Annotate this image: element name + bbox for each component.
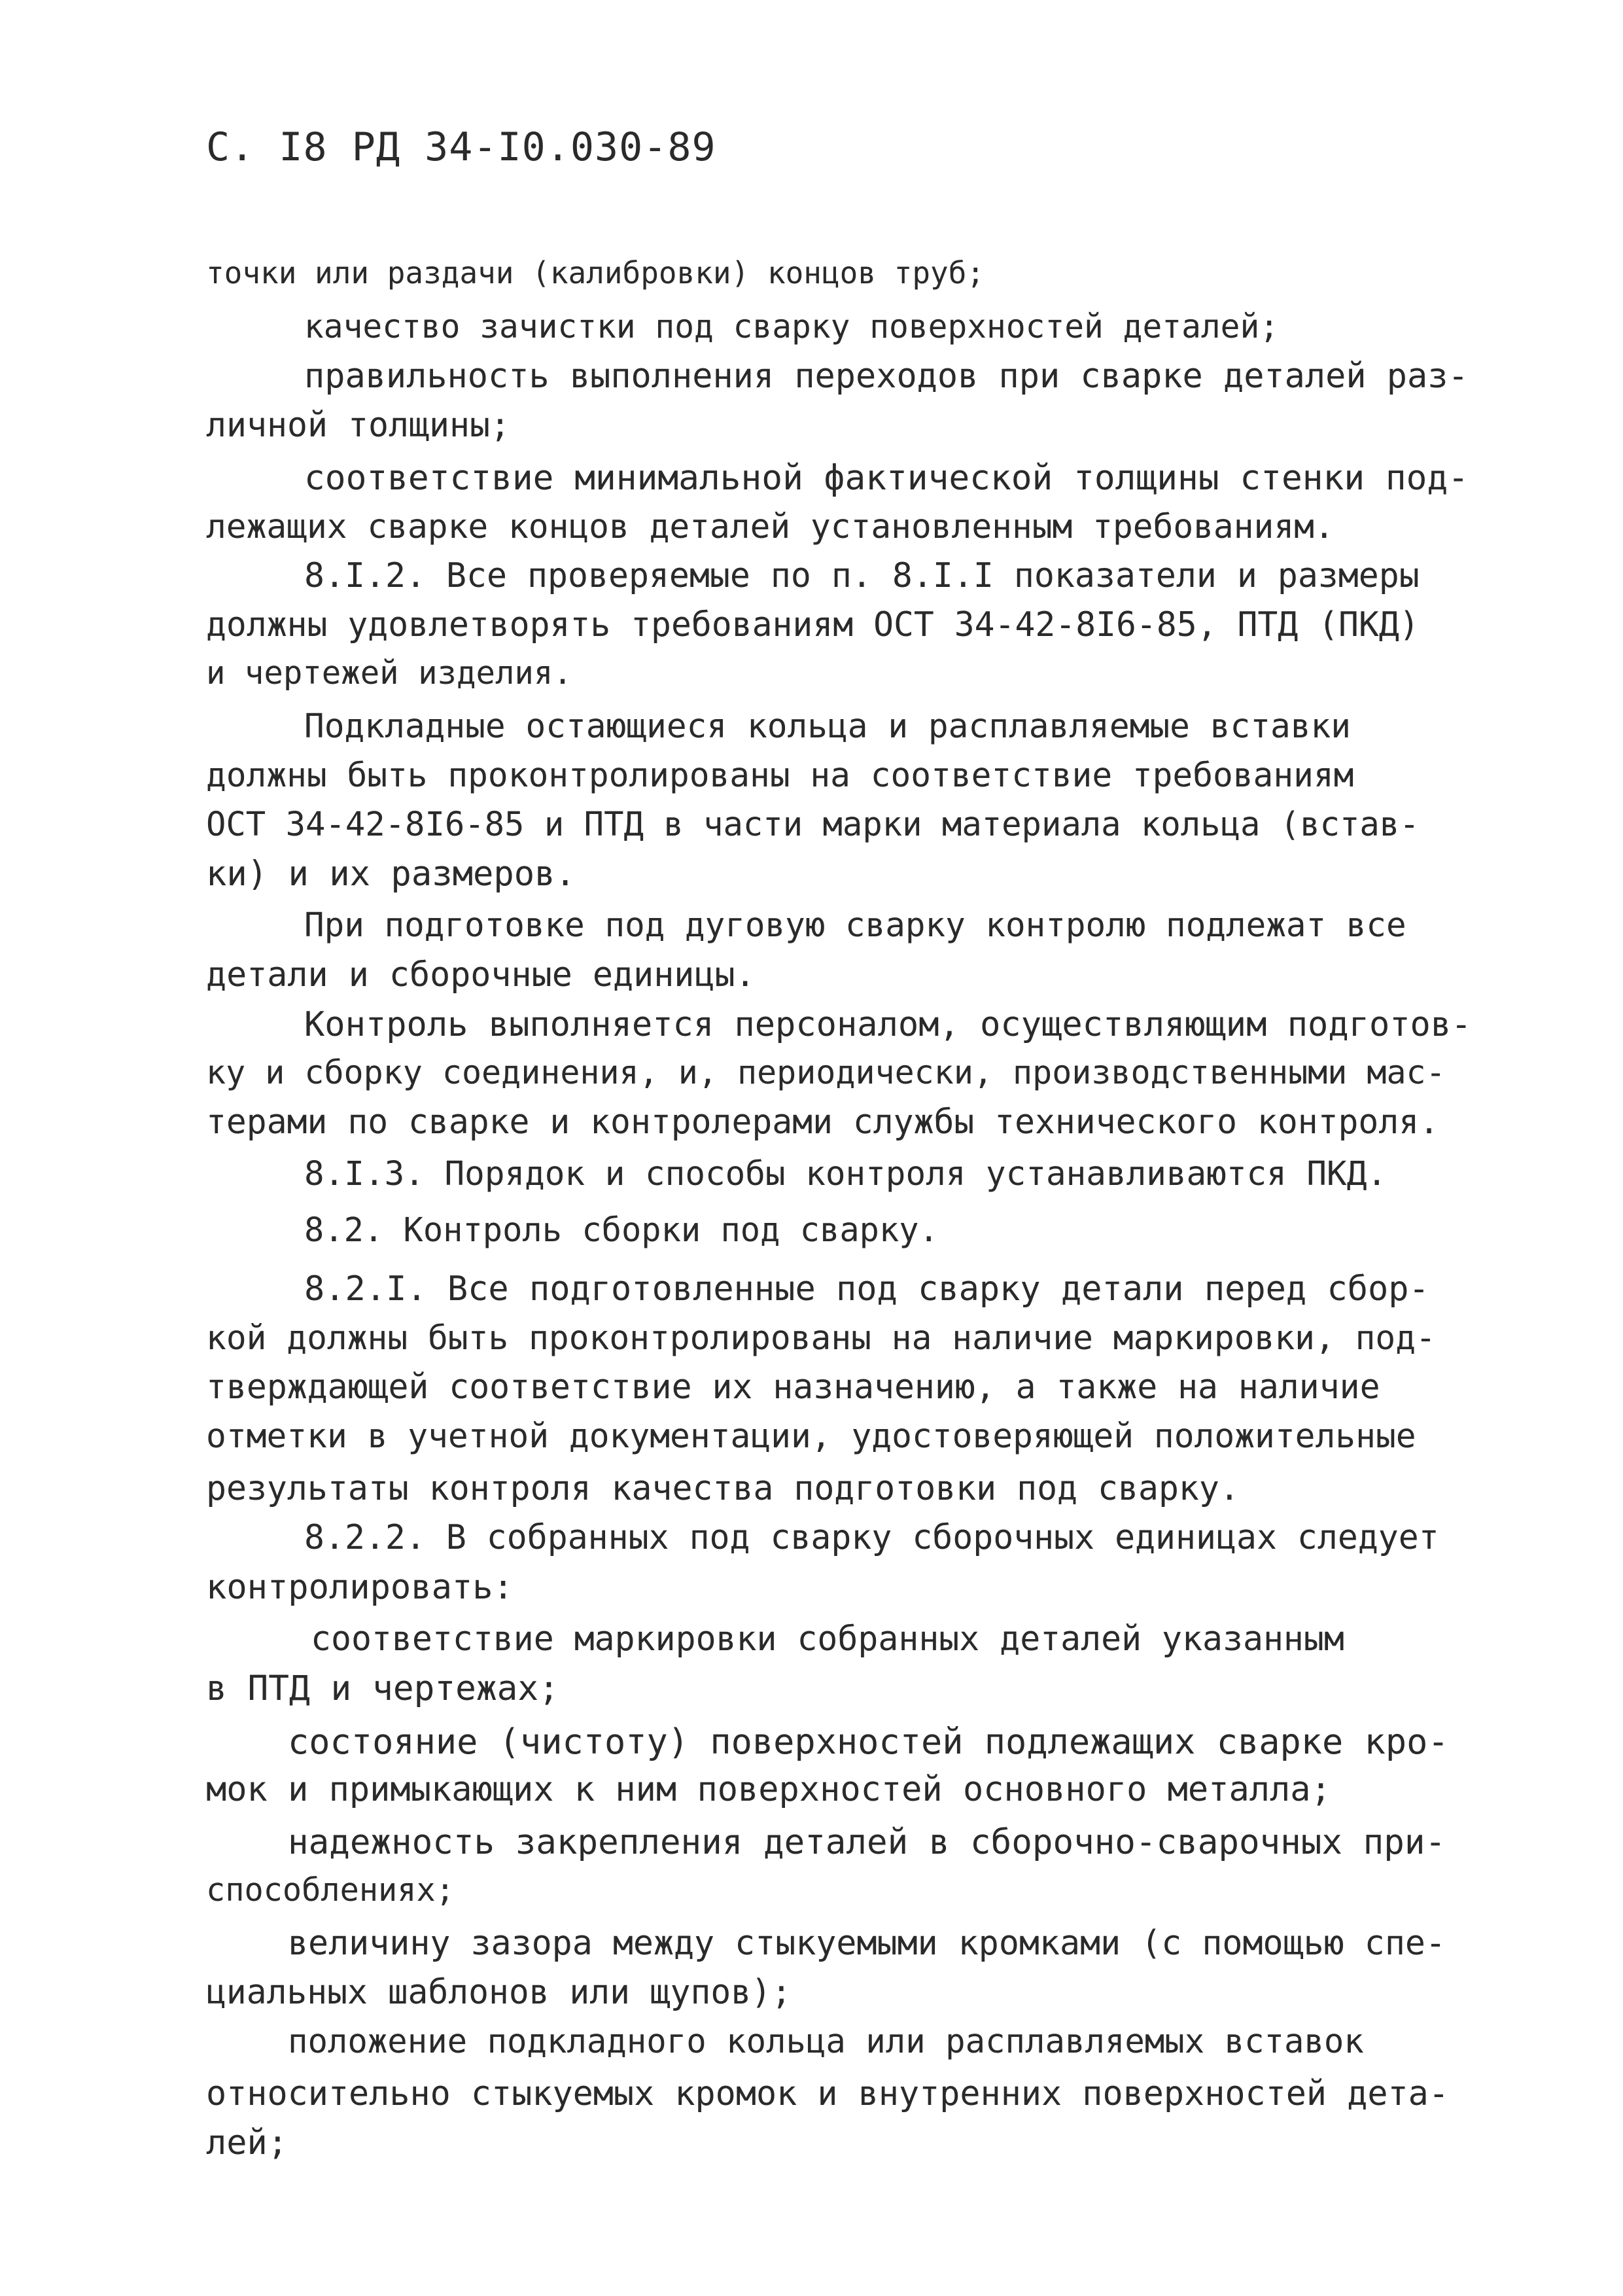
text-line: надежность закрепления деталей в сборочно-сварочных при- xyxy=(288,1822,1446,1862)
text-line: 8.2. Контроль сборки под сварку. xyxy=(304,1210,939,1249)
text-line: тверждающей соответствие их назначению, а также на наличие xyxy=(206,1368,1380,1407)
text-line: относительно стыкуемых кромок и внутренних поверхностей дета- xyxy=(206,2074,1449,2113)
text-line: мок и примыкающих к ним поверхностей основного металла; xyxy=(206,1770,1331,1809)
text-line: соответствие минимальной фактической толщины стенки под- xyxy=(304,458,1469,498)
text-line: положение подкладного кольца или расплавляемых вставок xyxy=(288,2022,1364,2060)
text-line: 8.I.3. Порядок и способы контроля устанавливаются ПКД. xyxy=(304,1155,1387,1193)
text-line: лей; xyxy=(206,2123,288,2163)
text-line: Контроль выполняется персоналом, осуществляющим подготов- xyxy=(304,1005,1472,1044)
text-line: терами по сварке и контролерами службы технического контроля. xyxy=(206,1103,1440,1142)
text-line: точки или раздачи (калибровки) концов труб; xyxy=(206,255,985,291)
text-line: циальных шаблонов или щупов); xyxy=(206,1973,792,2012)
text-line: правильность выполнения переходов при сварке деталей раз- xyxy=(304,357,1469,396)
text-line: лежащих сварке концов деталей установленным требованиям. xyxy=(206,508,1335,546)
text-line: должны удовлетворять требованиям ОСТ 34-42-8I6-85, ПТД (ПКД) xyxy=(206,605,1420,645)
text-line: 8.I.2. Все проверяемые по п. 8.I.I показатели и размеры xyxy=(304,556,1420,595)
text-line: и чертежей изделия. xyxy=(206,654,572,692)
text-line: качество зачистки под сварку поверхностей деталей; xyxy=(304,308,1280,345)
text-line: ку и сборку соединения, и, периодически, производственными мас- xyxy=(206,1053,1446,1091)
text-line: в ПТД и чертежах; xyxy=(206,1669,559,1708)
text-line: состояние (чистоту) поверхностей подлежащих сварке кро- xyxy=(288,1721,1449,1762)
text-line: личной толщины; xyxy=(206,406,510,445)
text-line: должны быть проконтролированы на соответствие требованиям xyxy=(206,756,1354,795)
text-line: При подготовке под дуговую сварку контролю подлежат все xyxy=(304,906,1406,945)
text-line: отметки в учетной документации, удостоверяющей положительные xyxy=(206,1417,1416,1456)
text-line: детали и сборочные единицы. xyxy=(206,955,756,995)
text-line: величину зазора между стыкуемыми кромками (с помощью спе- xyxy=(288,1924,1446,1963)
text-line: Подкладные остающиеся кольца и расплавляемые вставки xyxy=(304,707,1352,746)
text-line: 8.2.2. В собранных под сварку сборочных единицах следует xyxy=(304,1518,1439,1557)
text-line: кой должны быть проконтролированы на наличие маркировки, под- xyxy=(206,1318,1436,1358)
text-line: результаты контроля качества подготовки под сварку. xyxy=(206,1469,1240,1508)
text-line: 8.2.I. Все подготовленные под сварку детали перед сбор- xyxy=(304,1269,1429,1309)
text-line: соответствие маркировки собранных деталей указанным xyxy=(311,1619,1344,1659)
text-line: ки) и их размеров. xyxy=(206,855,576,894)
text-line: контролировать: xyxy=(206,1568,514,1607)
text-line: способлениях; xyxy=(206,1872,455,1909)
page-header: С. I8 РД 34-I0.030-89 xyxy=(206,124,716,170)
text-line: ОСТ 34-42-8I6-85 и ПТД в части марки материала кольца (встав- xyxy=(206,805,1420,843)
